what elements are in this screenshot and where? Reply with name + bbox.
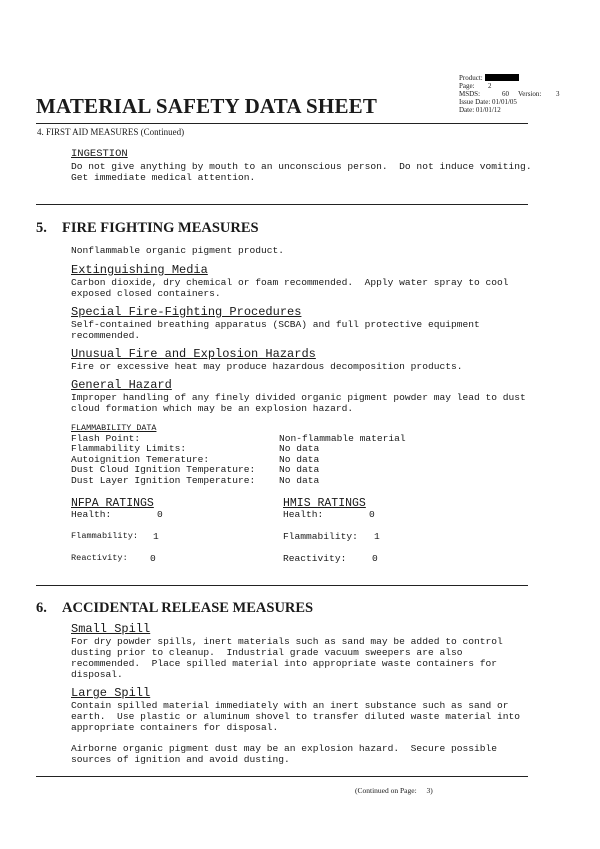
section-divider bbox=[36, 585, 528, 586]
small-spill-block bbox=[71, 623, 541, 680]
continued-page-number: 3) bbox=[426, 786, 433, 795]
hmis-health-value: 0 bbox=[369, 509, 375, 520]
version-label: Version: bbox=[518, 90, 542, 98]
row-label: Dust Layer Ignition Temperature: bbox=[71, 474, 256, 486]
extinguishing-media-block bbox=[71, 264, 541, 299]
continued-section-heading: 4. FIRST AID MEASURES (Continued) bbox=[37, 127, 185, 137]
continued-on-page bbox=[355, 786, 433, 795]
flammability-row bbox=[71, 474, 320, 487]
row-value: No data bbox=[279, 453, 320, 465]
general-hazard-text: Improper handling of any finely divided organic pigment powder may lead to dust cloud formation which may be an explosion hazard. bbox=[71, 392, 526, 414]
row-value: No data bbox=[279, 443, 320, 455]
explosion-hazards-block bbox=[71, 348, 541, 372]
product-label: Product: bbox=[459, 74, 483, 82]
row-value: No data bbox=[279, 474, 320, 486]
general-hazard-heading: General Hazard bbox=[71, 378, 172, 392]
revision-date: Date: 01/01/12 bbox=[459, 106, 501, 114]
general-hazard-block bbox=[71, 379, 541, 414]
hmis-flammability-label: Flammability: bbox=[283, 531, 358, 542]
redacted-product-name bbox=[485, 74, 519, 81]
nfpa-health-label: Health: bbox=[71, 509, 112, 520]
fire-intro-text: Nonflammable organic pigment product. bbox=[71, 245, 285, 256]
fire-procedures-block bbox=[71, 306, 541, 341]
large-spill-block bbox=[71, 687, 541, 765]
hmis-health-label: Health: bbox=[283, 509, 324, 520]
section-divider bbox=[36, 204, 528, 205]
fire-procedures-text: Self-contained breathing apparatus (SCBA) and full protective equipment recommended. bbox=[71, 319, 480, 341]
flammability-data bbox=[71, 423, 406, 487]
hmis-flammability-value: 1 bbox=[374, 531, 380, 542]
document-title: MATERIAL SAFETY DATA SHEET bbox=[36, 94, 378, 118]
hmis-heading: HMIS RATINGS bbox=[283, 497, 366, 510]
page-value: 2 bbox=[488, 82, 492, 90]
hmis-reactivity-value: 0 bbox=[372, 553, 378, 564]
issue-date: Issue Date: 01/01/05 bbox=[459, 98, 517, 106]
product-row bbox=[459, 74, 519, 82]
nfpa-ratings bbox=[71, 497, 261, 567]
dust-hazard-text: Airborne organic pigment dust may be an explosion hazard. Secure possible sources of ignition and avoid dusting. bbox=[71, 743, 498, 765]
msds-row bbox=[459, 90, 560, 98]
section-5-number: 5. bbox=[36, 220, 47, 236]
version-value: 3 bbox=[556, 90, 560, 98]
ingestion-heading: INGESTION bbox=[71, 148, 128, 160]
row-value: Non-flammable material bbox=[279, 432, 406, 444]
document-metadata bbox=[459, 74, 560, 114]
fire-intro bbox=[71, 245, 541, 256]
nfpa-flammability-value: 1 bbox=[153, 531, 159, 542]
nfpa-health-value: 0 bbox=[157, 509, 163, 520]
ingestion-text: Do not give anything by mouth to an unconscious person. Do not induce vomiting. Get immediate medical attention. bbox=[71, 161, 532, 183]
page-row bbox=[459, 82, 519, 90]
large-spill-heading: Large Spill bbox=[71, 686, 151, 700]
nfpa-heading: NFPA RATINGS bbox=[71, 497, 154, 510]
large-spill-text: Contain spilled material immediately with an inert substance such as sand or earth. Use plastic or aluminum shovel to transfer diluted waste material into appropriate containers for disposal. bbox=[71, 700, 521, 733]
ingestion-block bbox=[71, 148, 541, 183]
section-6-heading: ACCIDENTAL RELEASE MEASURES bbox=[62, 600, 314, 616]
explosion-hazards-heading: Unusual Fire and Explosion Hazards bbox=[71, 347, 316, 361]
page-bottom-divider bbox=[36, 776, 528, 777]
extinguishing-media-text: Carbon dioxide, dry chemical or foam recommended. Apply water spray to cool exposed closed containers. bbox=[71, 277, 509, 299]
nfpa-flammability-label: Flammability: bbox=[71, 531, 139, 541]
nfpa-reactivity-label: Reactivity: bbox=[71, 553, 128, 563]
extinguishing-media-heading: Extinguishing Media bbox=[71, 263, 208, 277]
section-5-title bbox=[36, 220, 259, 237]
row-label: Autoignition Temerature: bbox=[71, 453, 210, 465]
row-label: Flash Point: bbox=[71, 432, 141, 444]
row-label: Flammability Limits: bbox=[71, 443, 187, 455]
small-spill-heading: Small Spill bbox=[71, 622, 151, 636]
section-6-title bbox=[36, 600, 313, 617]
msds-value: 60 bbox=[502, 90, 509, 98]
flammability-heading: FLAMMABILITY DATA bbox=[71, 423, 157, 433]
small-spill-text: For dry powder spills, inert materials such as sand may be added to control dusting prior to cleanup. Industrial grade vacuum sweepers are also recommended. Place spilled material into appropriate waste containers for disposal. bbox=[71, 636, 503, 680]
continued-label: (Continued on Page: bbox=[355, 786, 417, 795]
section-5-heading: FIRE FIGHTING MEASURES bbox=[62, 220, 259, 236]
fire-procedures-heading: Special Fire-Fighting Procedures bbox=[71, 305, 302, 319]
section-6-number: 6. bbox=[36, 600, 47, 616]
title-divider bbox=[36, 123, 528, 124]
msds-label: MSDS: bbox=[459, 90, 481, 98]
explosion-hazards-text: Fire or excessive heat may produce hazardous decomposition products. bbox=[71, 361, 463, 372]
row-value: No data bbox=[279, 464, 320, 476]
row-label: Dust Cloud Ignition Temperature: bbox=[71, 464, 256, 476]
page-label: Page: bbox=[459, 82, 475, 90]
hmis-ratings bbox=[283, 497, 483, 567]
nfpa-reactivity-value: 0 bbox=[150, 553, 156, 564]
hmis-reactivity-label: Reactivity: bbox=[283, 553, 347, 564]
